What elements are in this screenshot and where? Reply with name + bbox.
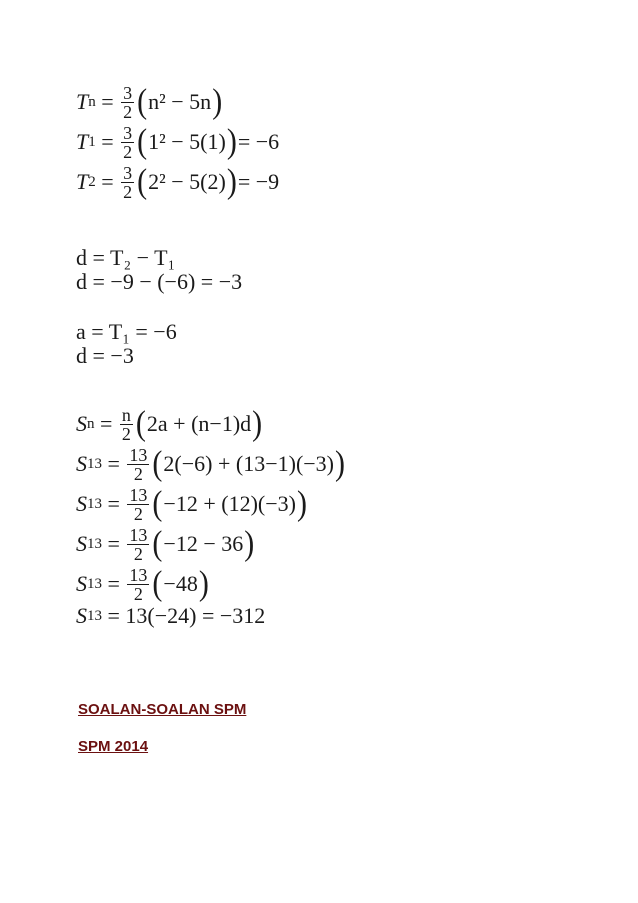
sn-equation: S n = $\frac{n}{2}$ ( 2a + (n−1)d ) (76, 404, 263, 444)
t1-body: 1² − 5(1) (148, 129, 226, 154)
t2-result: = −9 (237, 169, 280, 194)
s13-final: S 13 = 13(−24) = −312 (76, 603, 266, 628)
tn-sub: n (88, 93, 96, 110)
sn-formula-block (76, 404, 346, 628)
sn-fraction: $\frac{n}{2}$ (121, 404, 131, 444)
s13-step-4: S 13 = $\frac{13}{2}$ ( −48 ) (76, 564, 209, 604)
s13-step-3: S 13 = $\frac{13}{2}$ ( −12 − 36 ) (76, 524, 255, 564)
tn-body: n² − 5n (148, 89, 212, 114)
tn-fraction: $\frac{3}{2}$ (123, 82, 133, 122)
d-value: d = −9 − (−6) = −3 (76, 269, 243, 294)
t1-fraction: $\frac{3}{2}$ (123, 122, 133, 162)
t2-body: 2² − 5(2) (148, 169, 226, 194)
heading-soalan-spm: SOALAN-SOALAN SPM (78, 701, 247, 718)
s13-step-2: S 13 = $\frac{13}{2}$ ( −12 + (12)(−3) ) (76, 484, 307, 524)
t1-equation: T 1 = $\frac{3}{2}$ ( 1² − 5(1) ) = −6 (76, 122, 280, 162)
tn-equation: T n = $\frac{3}{2}$ ( n² − 5n ) (76, 82, 223, 122)
a-value: a = T₁ = −6 (76, 319, 177, 344)
first-term-block (76, 320, 177, 368)
heading-spm-2014: SPM 2014 (78, 738, 149, 755)
s13-final-value: = 13(−24) = −312 (107, 603, 266, 628)
t2-equation: T 2 = $\frac{3}{2}$ ( 2² − 5(2) ) = −9 (76, 162, 280, 202)
difference-block (76, 246, 242, 294)
d-definition: d = T₂ − T₁ (76, 245, 176, 270)
t2-fraction: $\frac{3}{2}$ (123, 162, 133, 202)
s13-step-1: S 13 = $\frac{13}{2}$ ( 2(−6) + (13−1)(−3) ) (76, 444, 346, 484)
d-summary: d = −3 (76, 343, 134, 368)
t1-result: = −6 (237, 129, 280, 154)
tn-lhs: T (76, 89, 89, 114)
tn-formula-block (76, 82, 279, 202)
sn-body: 2a + (n−1)d (146, 411, 252, 436)
